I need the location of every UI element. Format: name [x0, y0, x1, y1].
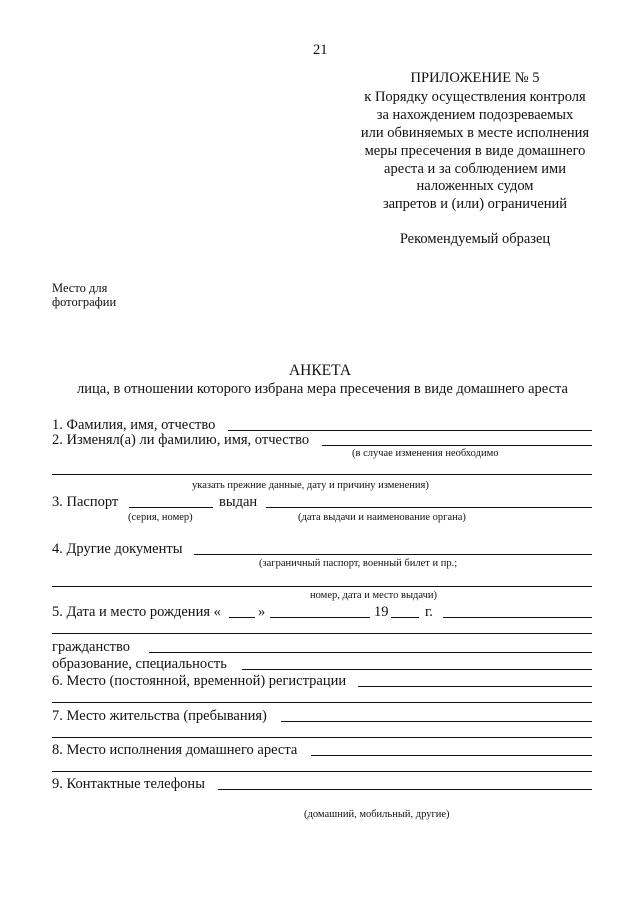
- q6-label: 6. Место (постоянной, временной) регистрации: [52, 673, 347, 689]
- photo-placeholder: [52, 281, 116, 309]
- q2-hint-2: указать прежние данные, дату и причину изменения): [192, 480, 429, 491]
- appendix-line: наложенных судом: [416, 178, 534, 194]
- appendix-title: ПРИЛОЖЕНИЕ № 5: [410, 70, 540, 86]
- passport-issue-line[interactable]: [266, 507, 592, 508]
- q2-fill-line-2[interactable]: [52, 474, 592, 475]
- q9-fill-line[interactable]: [218, 789, 592, 790]
- q5-year-suffix: г.: [425, 604, 433, 620]
- education-label: образование, специальность: [52, 656, 227, 672]
- photo-label-line: фотографии: [52, 295, 117, 309]
- passport-number-line[interactable]: [129, 507, 213, 508]
- q5-label: 5. Дата и место рождения «: [52, 604, 221, 620]
- q2-hint: (в случае изменения необходимо: [352, 448, 499, 459]
- passport-issue-hint: (дата выдачи и наименование органа): [298, 512, 466, 523]
- q7-label: 7. Место жительства (пребывания): [52, 708, 267, 724]
- form-subtitle: лица, в отношении которого избрана мера пресечения в виде домашнего ареста: [77, 381, 568, 397]
- birth-year-line[interactable]: [391, 617, 419, 618]
- birth-day-line[interactable]: [229, 617, 255, 618]
- q3-label: 3. Паспорт: [52, 494, 119, 510]
- page-number: 21: [313, 42, 328, 58]
- birth-month-line[interactable]: [270, 617, 370, 618]
- appendix-line: меры пресечения в виде домашнего: [364, 143, 586, 159]
- q4-hint-2: номер, дата и место выдачи): [310, 590, 437, 601]
- q8-fill-line-2[interactable]: [52, 771, 592, 772]
- appendix-line: за нахождением подозреваемых: [376, 107, 574, 123]
- q6-fill-line[interactable]: [358, 686, 592, 687]
- q9-hint: (домашний, мобильный, другие): [304, 809, 450, 820]
- appendix-line: к Порядку осуществления контроля: [364, 89, 586, 105]
- q1-label: 1. Фамилия, имя, отчество: [52, 417, 216, 433]
- education-fill-line[interactable]: [242, 669, 592, 670]
- passport-series-hint: (серия, номер): [128, 512, 193, 523]
- q5-quote-close: »: [258, 604, 266, 620]
- q3-issued-label: выдан: [219, 494, 258, 510]
- citizenship-fill-line[interactable]: [149, 652, 592, 653]
- q9-label: 9. Контактные телефоны: [52, 776, 205, 792]
- q6-fill-line-2[interactable]: [52, 702, 592, 703]
- citizenship-label: гражданство: [52, 639, 130, 655]
- q7-fill-line[interactable]: [281, 721, 592, 722]
- q4-hint: (заграничный паспорт, военный билет и пр.;: [259, 558, 458, 569]
- q1-fill-line[interactable]: [228, 430, 592, 431]
- sample-label: Рекомендуемый образец: [399, 231, 551, 247]
- birth-place-line-2[interactable]: [52, 633, 592, 634]
- appendix-line: или обвиняемых в месте исполнения: [360, 125, 590, 141]
- form-title: АНКЕТА: [288, 362, 352, 379]
- birth-place-line[interactable]: [443, 617, 592, 618]
- appendix-line: ареста и за соблюдением ими: [384, 161, 566, 177]
- q8-label: 8. Место исполнения домашнего ареста: [52, 742, 298, 758]
- q4-fill-line[interactable]: [194, 554, 592, 555]
- q5-year-prefix: 19: [374, 604, 389, 620]
- photo-label-line: Место для: [52, 281, 108, 295]
- q8-fill-line[interactable]: [311, 755, 592, 756]
- q4-label: 4. Другие документы: [52, 541, 183, 557]
- appendix-line: запретов и (или) ограничений: [382, 196, 568, 212]
- q7-fill-line-2[interactable]: [52, 737, 592, 738]
- q2-fill-line[interactable]: [322, 445, 592, 446]
- q2-label: 2. Изменял(а) ли фамилию, имя, отчество: [52, 432, 310, 448]
- q4-fill-line-2[interactable]: [52, 586, 592, 587]
